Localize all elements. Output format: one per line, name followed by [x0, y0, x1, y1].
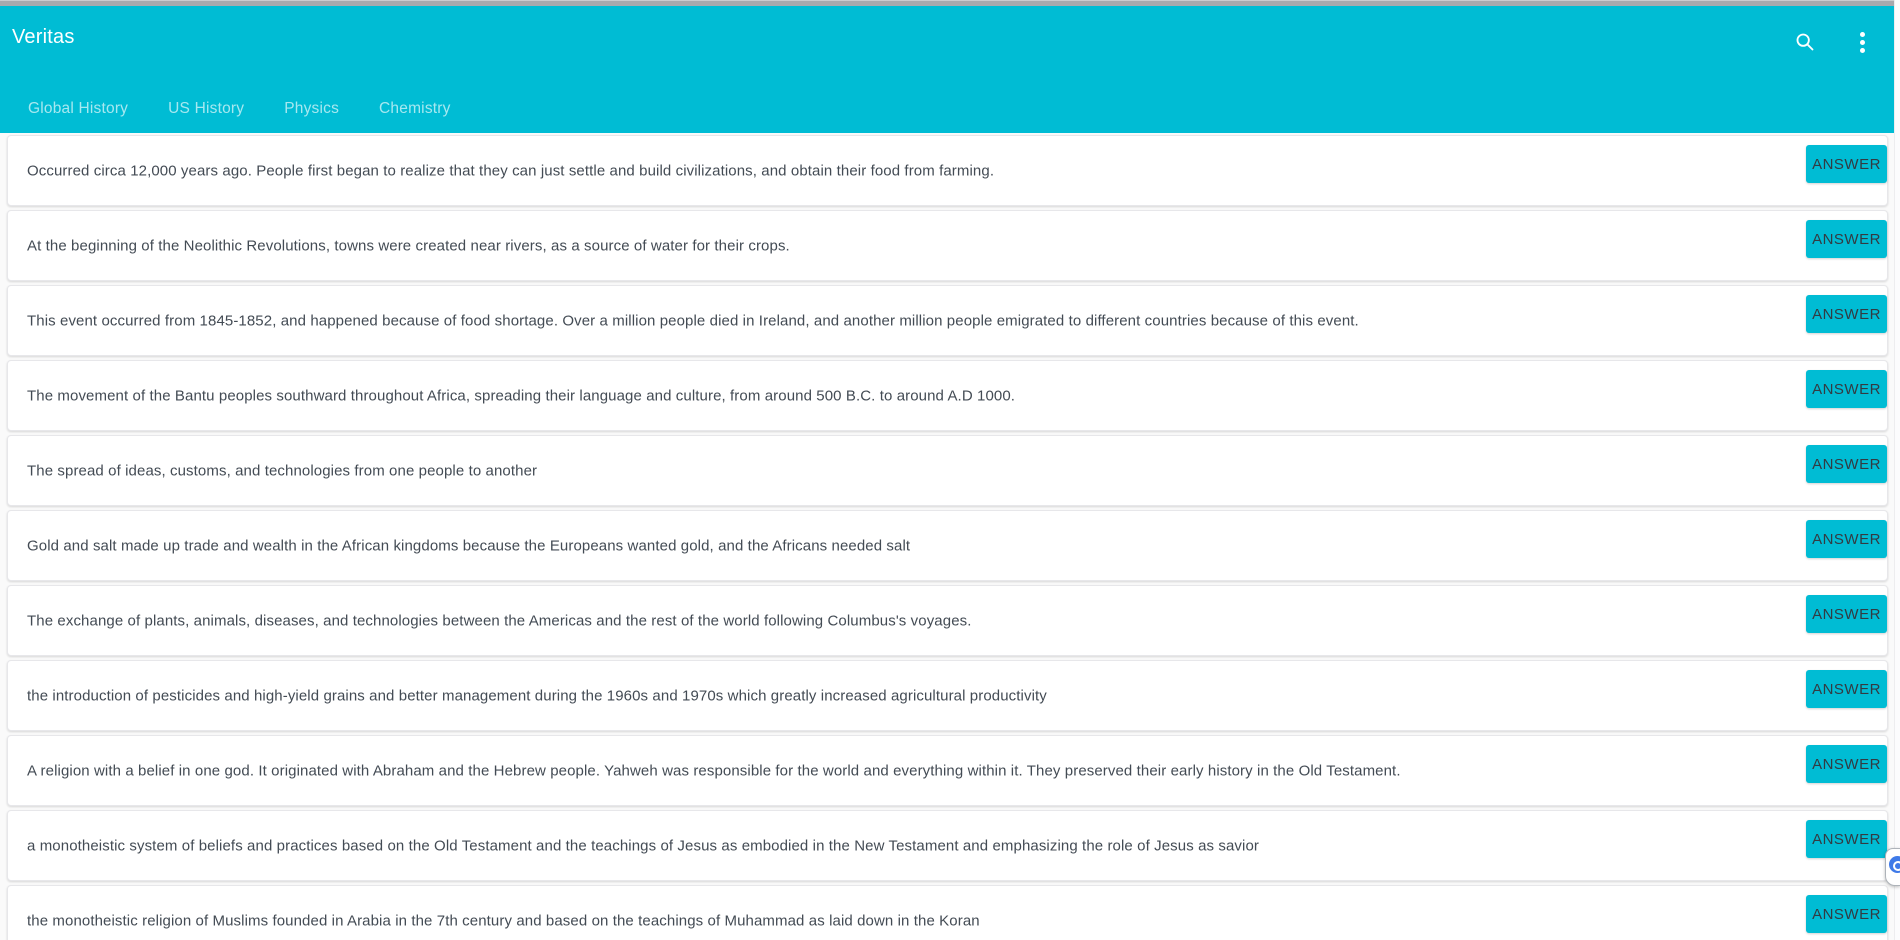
question-card — [7, 360, 1888, 431]
question-text: The exchange of plants, animals, diseases, and technologies between the Americas and the rest of the world following Columbus's voyages. — [27, 612, 972, 629]
answer-button[interactable]: ANSWER — [1806, 145, 1887, 183]
question-card — [7, 585, 1888, 656]
tab-item[interactable]: Global History — [28, 100, 129, 117]
tab-item[interactable]: Chemistry — [379, 100, 451, 117]
question-text: The spread of ideas, customs, and technologies from one people to another — [27, 462, 538, 479]
question-text: the introduction of pesticides and high-yield grains and better management during the 1960s and 1970s which greatly increased agricultural productivity — [27, 687, 1047, 704]
question-text: A religion with a belief in one god. It originated with Abraham and the Hebrew people. Yahweh was responsible for the world and everything within it. They preserved their early history in the Old Testament. — [27, 762, 1401, 779]
answer-button[interactable]: ANSWER — [1806, 445, 1887, 483]
question-text: Gold and salt made up trade and wealth in the African kingdoms because the Europeans wanted gold, and the Africans needed salt — [27, 537, 911, 554]
app-title: Veritas — [12, 26, 75, 48]
question-card — [7, 210, 1888, 281]
question-list — [0, 133, 1894, 940]
more-vert-icon[interactable] — [1850, 30, 1874, 54]
answer-button[interactable]: ANSWER — [1806, 370, 1887, 408]
answer-button[interactable]: ANSWER — [1806, 520, 1887, 558]
question-card — [7, 735, 1888, 806]
question-card — [7, 435, 1888, 506]
question-text: The movement of the Bantu peoples southward throughout Africa, spreading their language and culture, from around 500 B.C. to around A.D 1000. — [27, 387, 1016, 404]
scrollbar-track[interactable] — [1894, 0, 1900, 940]
answer-button[interactable]: ANSWER — [1806, 220, 1887, 258]
question-card — [7, 810, 1888, 881]
edge-floating-widget[interactable] — [1885, 848, 1900, 886]
question-card — [7, 660, 1888, 731]
answer-button[interactable]: ANSWER — [1806, 595, 1887, 633]
app-bar — [0, 6, 1894, 133]
question-card — [7, 135, 1888, 206]
question-text: Occurred circa 12,000 years ago. People first began to realize that they can just settle and build civilizations, and obtain their food from farming. — [27, 162, 995, 179]
answer-button[interactable]: ANSWER — [1806, 670, 1887, 708]
question-card — [7, 885, 1888, 940]
search-icon[interactable] — [1793, 30, 1817, 54]
answer-button[interactable]: ANSWER — [1806, 820, 1887, 858]
question-card — [7, 510, 1888, 581]
answer-button[interactable]: ANSWER — [1806, 295, 1887, 333]
edge-widget-icon — [1889, 856, 1900, 873]
question-text: the monotheistic religion of Muslims founded in Arabia in the 7th century and based on the teachings of Muhammad as laid down in the Koran — [27, 912, 980, 929]
question-text: At the beginning of the Neolithic Revolutions, towns were created near rivers, as a source of water for their crops. — [27, 237, 790, 254]
tab-item[interactable]: US History — [168, 100, 245, 117]
question-text: This event occurred from 1845-1852, and happened because of food shortage. Over a million people died in Ireland, and another million people emigrated to different countries because of this event. — [27, 312, 1359, 329]
tab-item[interactable]: Physics — [284, 100, 340, 117]
window-top-strip — [0, 0, 1900, 6]
question-card — [7, 285, 1888, 356]
answer-button[interactable]: ANSWER — [1806, 745, 1887, 783]
question-text: a monotheistic system of beliefs and practices based on the Old Testament and the teachings of Jesus as embodied in the New Testament and emphasizing the role of Jesus as savior — [27, 837, 1259, 854]
answer-button[interactable]: ANSWER — [1806, 895, 1887, 933]
tab-bar — [0, 85, 1894, 133]
app-bar-main-row — [0, 6, 1894, 85]
